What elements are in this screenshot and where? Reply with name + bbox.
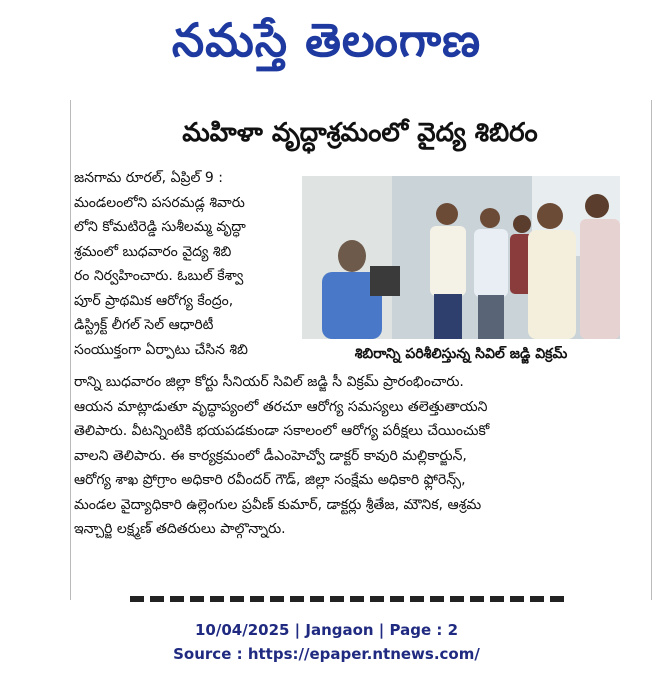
article-line: ఆరోగ్య శాఖ ప్రోగ్రాం అధికారి రవీందర్ గౌడ్, జిల్లా సంక్షేమ అధికారి ఫ్లోరెన్స్,	[74, 472, 466, 488]
article-intro-column	[74, 166, 294, 362]
newspaper-logo: నమస్తే తెలంగాణ	[171, 13, 482, 67]
article-line: ఇన్చార్జి లక్ష్మణ్ తదితరులు పాల్గొన్నారు.	[74, 521, 286, 537]
photo-caption: శిబిరాన్ని పరిశీలిస్తున్న సివిల్ జడ్జి విక్రమ్	[354, 346, 568, 362]
article-line: మండల వైద్యాధికారి ఉల్లెంగుల ప్రవీణ్ కుమార్, డాక్టర్లు శ్రీతేజ, మౌనిక, ఆశ్రమ	[74, 496, 482, 513]
article-line: పూర్ ప్రాథమిక ఆరోగ్య కేంద్రం,	[74, 292, 234, 309]
article-line: రాన్ని బుధవారం జిల్లా కోర్టు సీనియర్ సివిల్ జడ్జి సీ విక్రమ్ ప్రారంభించారు.	[74, 374, 464, 390]
article-line: లోని కోమటిరెడ్డి సుశీలమ్మ వృద్ధా	[74, 219, 246, 235]
article-line: మండలంలోని పసరమడ్ల శివారు	[74, 194, 245, 211]
article-line: జనగామ రూరల్, ఏప్రిల్ 9 :	[74, 170, 223, 186]
article-line: తెలిపారు. వీటన్నింటికి భయపడకుండా సకాలంలో ఆరోగ్య పరీక్షలు చేయించుకో	[74, 423, 490, 439]
article-line: డిస్ట్రిక్ట్ లీగల్ సెల్ ఆధారిటీ	[74, 317, 214, 333]
medical-camp-photo	[302, 176, 620, 339]
edition-info: 10/04/2025 | Jangaon | Page : 2	[194, 621, 459, 639]
article-line: శ్రమంలో బుధవారం వైద్య శిబి	[74, 243, 232, 260]
article-line: వాలని తెలిపారు. ఈ కార్యక్రమంలో డీఎంహెచ్వో డాక్టర్ కావురి మల్లికార్జున్,	[74, 447, 467, 464]
article-headline: మహిళా వృద్ధాశ్రమంలో వైద్య శిబిరం	[182, 118, 538, 148]
article-body	[74, 370, 622, 542]
article-line: రం నిర్వహించారు. ఓబుల్ కేశ్వా	[74, 268, 244, 284]
masthead	[0, 0, 653, 80]
article-line: ఆయన మాట్లాడుతూ వృద్ధాప్యంలో తరచూ ఆరోగ్య సమస్యలు తలెత్తుతాయని	[74, 398, 488, 415]
next-article-cut-edge	[130, 596, 570, 602]
article-line: సంయుక్తంగా ఏర్పాటు చేసిన శిబి	[74, 341, 248, 358]
article-photo	[302, 176, 620, 339]
source-link[interactable]: Source : https://epaper.ntnews.com/	[173, 645, 480, 663]
